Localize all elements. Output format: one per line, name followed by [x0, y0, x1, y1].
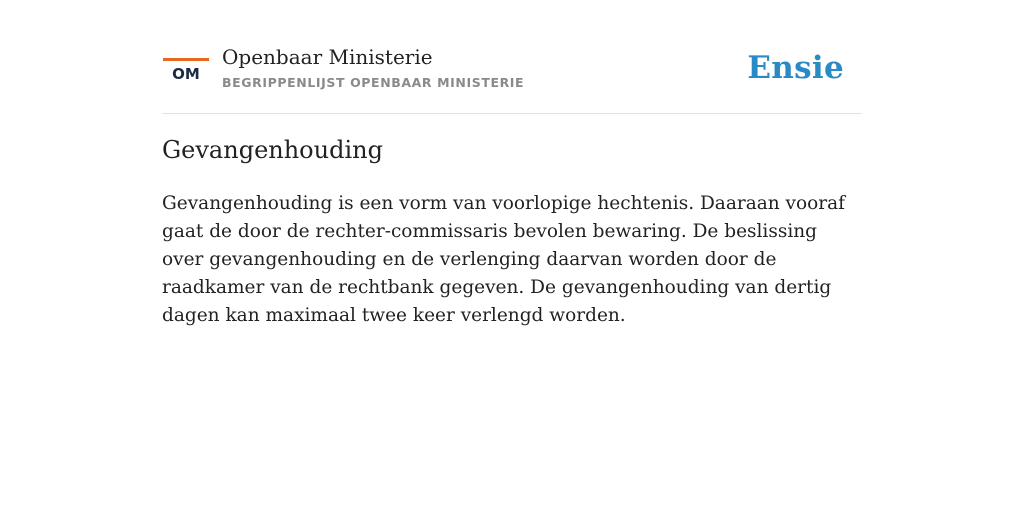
site-subtitle[interactable]: BEGRIPPENLIJST OPENBAAR MINISTERIE [222, 75, 525, 90]
entry-title: Gevangenhouding [162, 136, 383, 164]
logo-orange-bar [163, 58, 209, 61]
entry-definition: Gevangenhouding is een vorm van voorlopige hechtenis. Daaraan vooraf gaat de door de rechter-commissaris bevolen bewaring. De beslissing over gevangenhouding en de verlenging daarvan worden door de raadkamer van de rechtbank gegeven. De gevangenhouding van dertig dagen kan maximaal twee keer verlengd worden. [162, 193, 846, 326]
logo-text: OM [172, 65, 200, 83]
ensie-brand-link[interactable]: Ensie [747, 50, 844, 86]
header [162, 40, 862, 114]
om-logo[interactable] [162, 58, 210, 84]
site-name[interactable]: Openbaar Ministerie [222, 45, 433, 69]
